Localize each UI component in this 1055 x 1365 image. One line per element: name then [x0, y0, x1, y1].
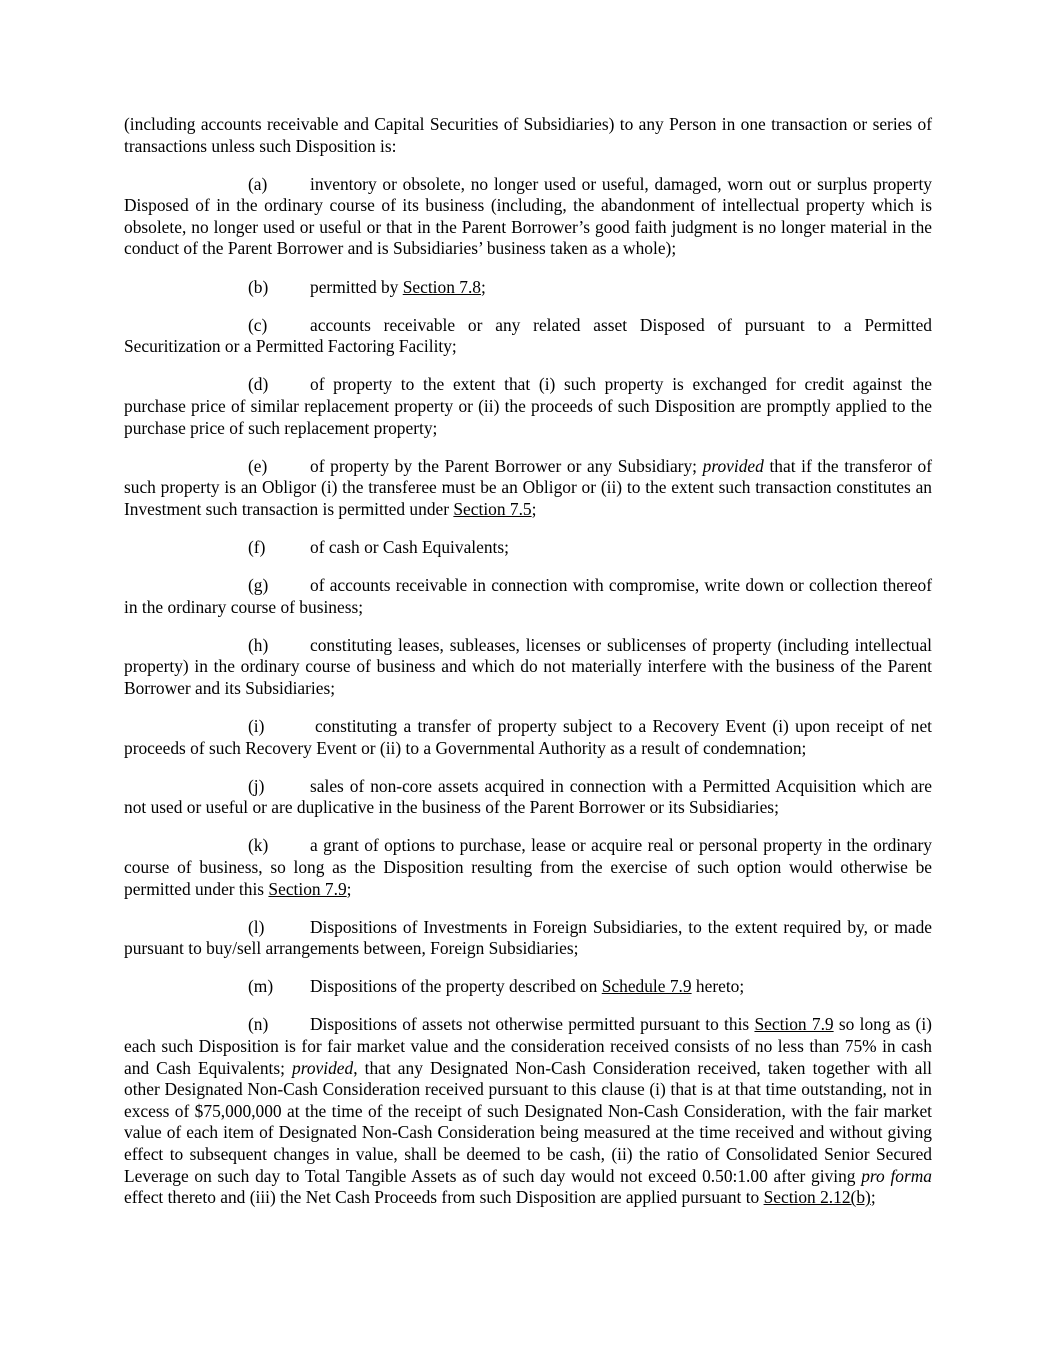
clause-text: of property by the Parent Borrower or any Subsidiary;: [310, 455, 703, 476]
section-reference-link[interactable]: Section 7.9: [268, 878, 347, 899]
lead-paragraph: (including accounts receivable and Capital Securities of Subsidiaries) to any Person in one transaction or series of transactions unless such Disposition is:: [124, 114, 932, 156]
clause-text: hereto;: [691, 976, 745, 997]
clause-label: (j): [248, 775, 265, 796]
italic-term: provided: [702, 455, 764, 476]
clause-g: [124, 575, 932, 618]
clause-j: [124, 776, 932, 819]
clause-label: (f): [248, 536, 266, 557]
clause-text: that if the transferor of such property is an Obligor (i) the transferee must be an Obligor or (ii) to the extent such transaction constitutes an Investment such transaction is permitted under: [124, 455, 932, 519]
schedule-reference-link[interactable]: Schedule 7.9: [601, 976, 692, 997]
clause-text: Dispositions of assets not otherwise permitted pursuant to this: [310, 1014, 755, 1035]
section-reference-link[interactable]: Section 7.9: [754, 1014, 834, 1035]
clause-b: [124, 277, 932, 299]
clause-text: inventory or obsolete, no longer used or useful, damaged, worn out or surplus property Disposed of in the ordinary course of its business (including, the abandonment of intellectual property which is obsolete, no longer used or useful or that in the Parent Borrower’s good faith judgment is no longer material in the conduct of the Parent Borrower and is Subsidiaries’ business taken as a whole);: [124, 173, 932, 259]
clause-label: (m): [248, 976, 274, 997]
section-reference-link[interactable]: Section 7.5: [453, 498, 532, 519]
clause-m: [124, 976, 932, 998]
clause-text: sales of non-core assets acquired in connection with a Permitted Acquisition which are not used or useful or are duplicative in the business of the Parent Borrower or its Subsidiaries;: [124, 775, 932, 818]
clause-k: [124, 835, 932, 900]
clause-a: [124, 174, 932, 260]
clause-d: [124, 374, 932, 439]
clause-text: accounts receivable or any related asset Disposed of pursuant to a Permitted Securitization or a Permitted Factoring Facility;: [124, 314, 932, 357]
clause-i: [124, 716, 932, 759]
section-reference-link[interactable]: Section 7.8: [402, 276, 481, 297]
section-reference-link[interactable]: Section 2.12(b): [763, 1187, 871, 1208]
clause-label: (k): [248, 835, 269, 856]
clause-n: [124, 1014, 932, 1208]
clause-text: of property to the extent that (i) such property is exchanged for credit against the purchase price of similar replacement property or (ii) the proceeds of such Disposition are promptly applied to the purchase price of such replacement property;: [124, 374, 932, 438]
clause-label: (g): [248, 575, 269, 595]
clause-text: of accounts receivable in connection with compromise, write down or collection thereof in the ordinary course of business;: [124, 575, 932, 617]
clause-label: (l): [248, 916, 265, 937]
clause-text: of cash or Cash Equivalents;: [310, 536, 509, 557]
clause-l: [124, 917, 932, 960]
clause-label: (c): [248, 314, 268, 335]
clause-text: , that any Designated Non-Cash Consideration received, taken together with all other Designated Non-Cash Consideration received pursuant to this clause (i) that is at that time outstanding, not in excess of $75,000,000 at the time of the receipt of such Designated Non-Cash Consideration, with the fair market value of each item of Designated Non-Cash Consideration being measured at the time received and without giving effect to subsequent changes in value, shall be deemed to be cash, (ii) the ratio of Consolidated Senior Secured Leverage on such day to Total Tangible Assets as of such day would not exceed 0.50:1.00 after giving: [124, 1057, 932, 1186]
clause-h: [124, 635, 932, 700]
clause-f: [124, 537, 932, 559]
clause-text: ;: [480, 276, 486, 297]
document-page: [124, 114, 932, 1225]
clause-label: (i): [248, 715, 265, 736]
clause-text: a grant of options to purchase, lease or acquire real or personal property in the ordinary course of business, so long as the Disposition resulting from the exercise of such option would otherwise be permitted under this: [124, 835, 932, 899]
clause-text: constituting leases, subleases, licenses or sublicenses of property (including intellectual property) in the ordinary course of business and which do not materially interfere with the business of the Parent Borrower and its Subsidiaries;: [124, 634, 932, 698]
clause-label: (e): [248, 455, 268, 476]
italic-term: provided: [292, 1057, 354, 1078]
clause-label: (n): [248, 1014, 269, 1035]
clause-text: ;: [531, 498, 537, 519]
clause-text: so long as (i) each such Disposition is for fair market value and the consideration received consists of no less than 75% in cash and Cash Equivalents;: [124, 1014, 932, 1078]
clause-e: [124, 456, 932, 521]
italic-term: pro forma: [861, 1165, 932, 1186]
clause-text: Dispositions of the property described on: [310, 976, 602, 997]
clause-label: (h): [248, 634, 269, 655]
clause-text: permitted by: [310, 276, 403, 297]
clause-text: ;: [870, 1187, 876, 1208]
clause-text: Dispositions of Investments in Foreign Subsidiaries, to the extent required by, or made pursuant to buy/sell arrangements between, Foreign Subsidiaries;: [124, 916, 932, 959]
clause-text: effect thereto and (iii) the Net Cash Proceeds from such Disposition are applied pursuant to: [124, 1187, 764, 1208]
clause-label: (d): [248, 374, 269, 395]
clause-label: (b): [248, 276, 269, 297]
clause-c: [124, 315, 932, 358]
clause-text: constituting a transfer of property subject to a Recovery Event (i) upon receipt of net proceeds of such Recovery Event or (ii) to a Governmental Authority as a result of condemnation;: [124, 715, 932, 758]
clause-label: (a): [248, 173, 268, 194]
clause-text: ;: [346, 878, 352, 899]
